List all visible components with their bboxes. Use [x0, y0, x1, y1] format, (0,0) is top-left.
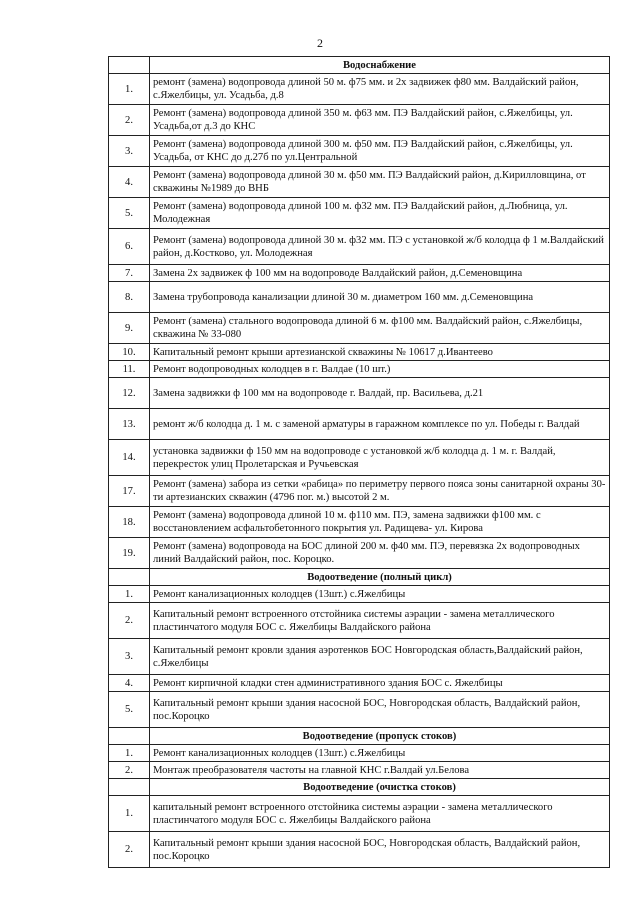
row-description: Капитальный ремонт кровли здания аэротенков БОС Новгородская область,Валдайский район, с.Яжелбицы: [150, 639, 610, 675]
table-row: [109, 476, 610, 507]
row-description: Ремонт (замена) водопровода длиной 10 м. ф110 мм. ПЭ, замена задвижки ф100 мм. с восстановлением асфальтобетонного покрытия ул. Радищева- ул. Кирова: [150, 507, 610, 538]
row-description: Ремонт канализационных колодцев (13шт.) с.Яжелбицы: [150, 745, 610, 762]
section-title: Водоотведение (полный цикл): [150, 569, 610, 586]
row-description: Капитальный ремонт крыши здания насосной БОС, Новгородская область, Валдайский район, пос.Короцко: [150, 832, 610, 868]
table-row: [109, 538, 610, 569]
row-number: 5.: [109, 198, 150, 229]
row-number: 17.: [109, 476, 150, 507]
section-header-row: [109, 728, 610, 745]
row-description: Ремонт водопроводных колодцев в г. Валдае (10 шт.): [150, 361, 610, 378]
section-header-num-cell: [109, 569, 150, 586]
table-row: [109, 282, 610, 313]
table-row: [109, 265, 610, 282]
row-description: Ремонт канализационных колодцев (13шт.) с.Яжелбицы: [150, 586, 610, 603]
row-description: Ремонт (замена) водопровода на БОС длиной 200 м. ф40 мм. ПЭ, перевязка 2х водопроводных линий Валдайский район, пос. Короцко.: [150, 538, 610, 569]
table-row: [109, 105, 610, 136]
row-number: 9.: [109, 313, 150, 344]
page-number: 2: [317, 36, 323, 50]
section-header-row: [109, 569, 610, 586]
table-row: [109, 639, 610, 675]
row-number: 2.: [109, 832, 150, 868]
row-number: 11.: [109, 361, 150, 378]
table-row: [109, 74, 610, 105]
row-number: 10.: [109, 344, 150, 361]
row-number: 18.: [109, 507, 150, 538]
row-number: 4.: [109, 167, 150, 198]
table-row: [109, 409, 610, 440]
section-header-row: [109, 779, 610, 796]
row-description: Ремонт (замена) водопровода длиной 300 м. ф50 мм. ПЭ Валдайский район, с.Яжелбицы, ул. Усадьба, от КНС до д.27б по ул.Центральной: [150, 136, 610, 167]
row-number: 6.: [109, 229, 150, 265]
table-row: [109, 675, 610, 692]
row-description: Замена трубопровода канализации длиной 30 м. диаметром 160 мм. д.Семеновщина: [150, 282, 610, 313]
table-row: [109, 832, 610, 868]
row-description: Ремонт (замена) забора из сетки «рабица» по периметру первого пояса зоны санитарной охраны 30-ти артезианских скважин (4796 пог. м.) высотой 2 м.: [150, 476, 610, 507]
table-row: [109, 313, 610, 344]
row-description: Монтаж преобразователя частоты на главной КНС г.Валдай ул.Белова: [150, 762, 610, 779]
row-description: установка задвижки ф 150 мм на водопроводе с установкой ж/б колодца д. 1 м. г. Валдай, перекресток улиц Пролетарская и Ручьевская: [150, 440, 610, 476]
table-row: [109, 361, 610, 378]
row-number: 8.: [109, 282, 150, 313]
section-title: Водоотведение (очистка стоков): [150, 779, 610, 796]
section-title: Водоснабжение: [150, 57, 610, 74]
table-row: [109, 378, 610, 409]
table-row: [109, 229, 610, 265]
row-description: ремонт (замена) водопровода длиной 50 м. ф75 мм. и 2х задвижек ф80 мм. Валдайский район, с.Яжелбицы, ул. Усадьба, д.8: [150, 74, 610, 105]
table-row: [109, 603, 610, 639]
table-row: [109, 745, 610, 762]
row-description: Ремонт (замена) водопровода длиной 30 м. ф50 мм. ПЭ Валдайский район, д.Кирилловщина, от скважины №1989 до ВНБ: [150, 167, 610, 198]
row-number: 1.: [109, 796, 150, 832]
section-header-num-cell: [109, 728, 150, 745]
row-description: Капитальный ремонт крыши артезианской скважины № 10617 д.Ивантеево: [150, 344, 610, 361]
table-row: [109, 586, 610, 603]
table-row: [109, 796, 610, 832]
row-description: Замена 2х задвижек ф 100 мм на водопроводе Валдайский район, д.Семеновщина: [150, 265, 610, 282]
section-title: Водоотведение (пропуск стоков): [150, 728, 610, 745]
row-description: Капитальный ремонт встроенного отстойника системы аэрации - замена металлического пластинчатого модуля БОС с. Яжелбицы Валдайского района: [150, 603, 610, 639]
row-number: 3.: [109, 136, 150, 167]
row-number: 7.: [109, 265, 150, 282]
row-number: 4.: [109, 675, 150, 692]
row-number: 13.: [109, 409, 150, 440]
table-row: [109, 507, 610, 538]
table-row: [109, 762, 610, 779]
row-description: Ремонт (замена) водопровода длиной 350 м. ф63 мм. ПЭ Валдайский район, с.Яжелбицы, ул. Усадьба,от д.3 до КНС: [150, 105, 610, 136]
row-number: 1.: [109, 586, 150, 603]
row-number: 12.: [109, 378, 150, 409]
section-header-row: [109, 57, 610, 74]
row-number: 1.: [109, 74, 150, 105]
row-description: Капитальный ремонт крыши здания насосной БОС, Новгородская область, Валдайский район, пос.Короцко: [150, 692, 610, 728]
row-number: 1.: [109, 745, 150, 762]
row-description: ремонт ж/б колодца д. 1 м. с заменой арматуры в гаражном комплексе по ул. Победы г. Валдай: [150, 409, 610, 440]
section-header-num-cell: [109, 779, 150, 796]
row-number: 14.: [109, 440, 150, 476]
works-table: [108, 56, 610, 868]
row-number: 5.: [109, 692, 150, 728]
row-description: Ремонт (замена) стального водопровода длиной 6 м. ф100 мм. Валдайский район, с.Яжелбицы, скважина № 33-080: [150, 313, 610, 344]
row-number: 3.: [109, 639, 150, 675]
row-number: 2.: [109, 105, 150, 136]
row-number: 2.: [109, 603, 150, 639]
row-description: капитальный ремонт встроенного отстойника системы аэрации - замена металлического пластинчатого модуля БОС с. Яжелбицы Валдайского района: [150, 796, 610, 832]
table-row: [109, 440, 610, 476]
table-row: [109, 692, 610, 728]
section-header-num-cell: [109, 57, 150, 74]
row-description: Ремонт (замена) водопровода длиной 100 м. ф32 мм. ПЭ Валдайский район, д.Любница, ул. Молодежная: [150, 198, 610, 229]
table-row: [109, 198, 610, 229]
table-row: [109, 344, 610, 361]
row-number: 19.: [109, 538, 150, 569]
table-row: [109, 167, 610, 198]
row-description: Замена задвижки ф 100 мм на водопроводе г. Валдай, пр. Васильева, д.21: [150, 378, 610, 409]
row-description: Ремонт (замена) водопровода длиной 30 м. ф32 мм. ПЭ с установкой ж/б колодца ф 1 м.Валдайский район, д.Костково, ул. Молодежная: [150, 229, 610, 265]
row-description: Ремонт кирпичной кладки стен административного здания БОС с. Яжелбицы: [150, 675, 610, 692]
table-row: [109, 136, 610, 167]
row-number: 2.: [109, 762, 150, 779]
